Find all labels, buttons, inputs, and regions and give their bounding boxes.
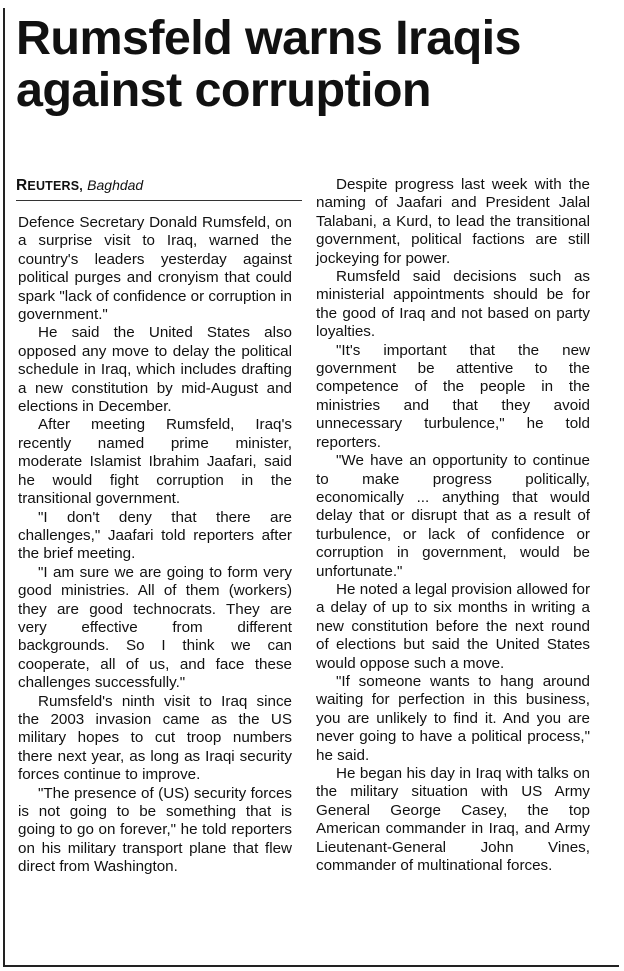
byline-agency (16, 177, 83, 194)
byline-dateline: Baghdad (87, 177, 144, 193)
paragraph: "I don't deny that there are challenges," Jaafari told reporters after the brief meeting. (18, 508, 292, 563)
paragraph: Defence Secretary Donald Rumsfeld, on a surprise visit to Iraq, warned the country's leaders yesterday against political purges and cronyism that could spark "lack of confidence or corruption in government." (18, 214, 292, 324)
paragraph: Rumsfeld said decisions such as ministerial appointments should be for the good of Iraq and not based on party loyalties. (316, 268, 590, 341)
paragraph: He began his day in Iraq with talks on the military situation with US Army General George Casey, the top American commander in Iraq, and Army Lieutenant-General John Vines, commander of multinational forces. (316, 765, 590, 875)
paragraph: "It's important that the new government be attentive to the competence of the people in the ministries and that they avoid unnecessary turbulence," he told reporters. (316, 341, 590, 451)
paragraph: Rumsfeld's ninth visit to Iraq since the 2003 invasion came as the US military hopes to cut troop numbers there next year, as long as Iraqi security forces continue to improve. (18, 692, 292, 784)
paragraph: Despite progress last week with the naming of Jaafari and President Jalal Talabani, a Kurd, to lead the transitional government, political factions are still jockeying for power. (316, 176, 590, 267)
paragraph: He said the United States also opposed any move to delay the political schedule in Iraq, which includes drafting a new constitution by mid-August and elections in December. (18, 324, 292, 416)
paragraph: "We have an opportunity to continue to make progress politically, economically ... anything that would delay that or disrupt that as a result of turbulence, or lack of confidence or corruption in government, would be unfortunate." (316, 452, 590, 580)
byline (16, 176, 143, 195)
byline-agency-initial: R (16, 177, 28, 194)
headline: Rumsfeld warns Iraqis against corruption (16, 11, 521, 117)
byline-rule (16, 200, 302, 201)
paragraph: After meeting Rumsfeld, Iraq's recently named prime minister, moderate Islamist Ibrahim Jaafari, said he would fight corruption in the transitional government. (18, 416, 292, 508)
article-column-left (18, 214, 292, 877)
paragraph: "The presence of (US) security forces is not going to be something that is going to go on forever," he told reporters on his military transport plane that flew direct from Washington. (18, 784, 292, 876)
paragraph: "If someone wants to hang around waiting for perfection in this business, you are unlikely to find it. And you are never going to have a political process," he said. (316, 672, 590, 764)
byline-agency-rest: EUTERS, (27, 179, 83, 193)
paragraph: He noted a legal provision allowed for a delay of up to six months in writing a new constitution before the next round of elections but said the United States would oppose such a move. (316, 580, 590, 672)
paragraph: "I am sure we are going to form very good ministries. All of them (workers) they are good technocrats. They are very effective from different backgrounds. So I think we can cooperate, all of us, and face these challenges successfully." (18, 563, 292, 692)
article-column-right (316, 176, 590, 875)
bottom-rule (3, 965, 619, 967)
left-column-rule (3, 8, 5, 966)
